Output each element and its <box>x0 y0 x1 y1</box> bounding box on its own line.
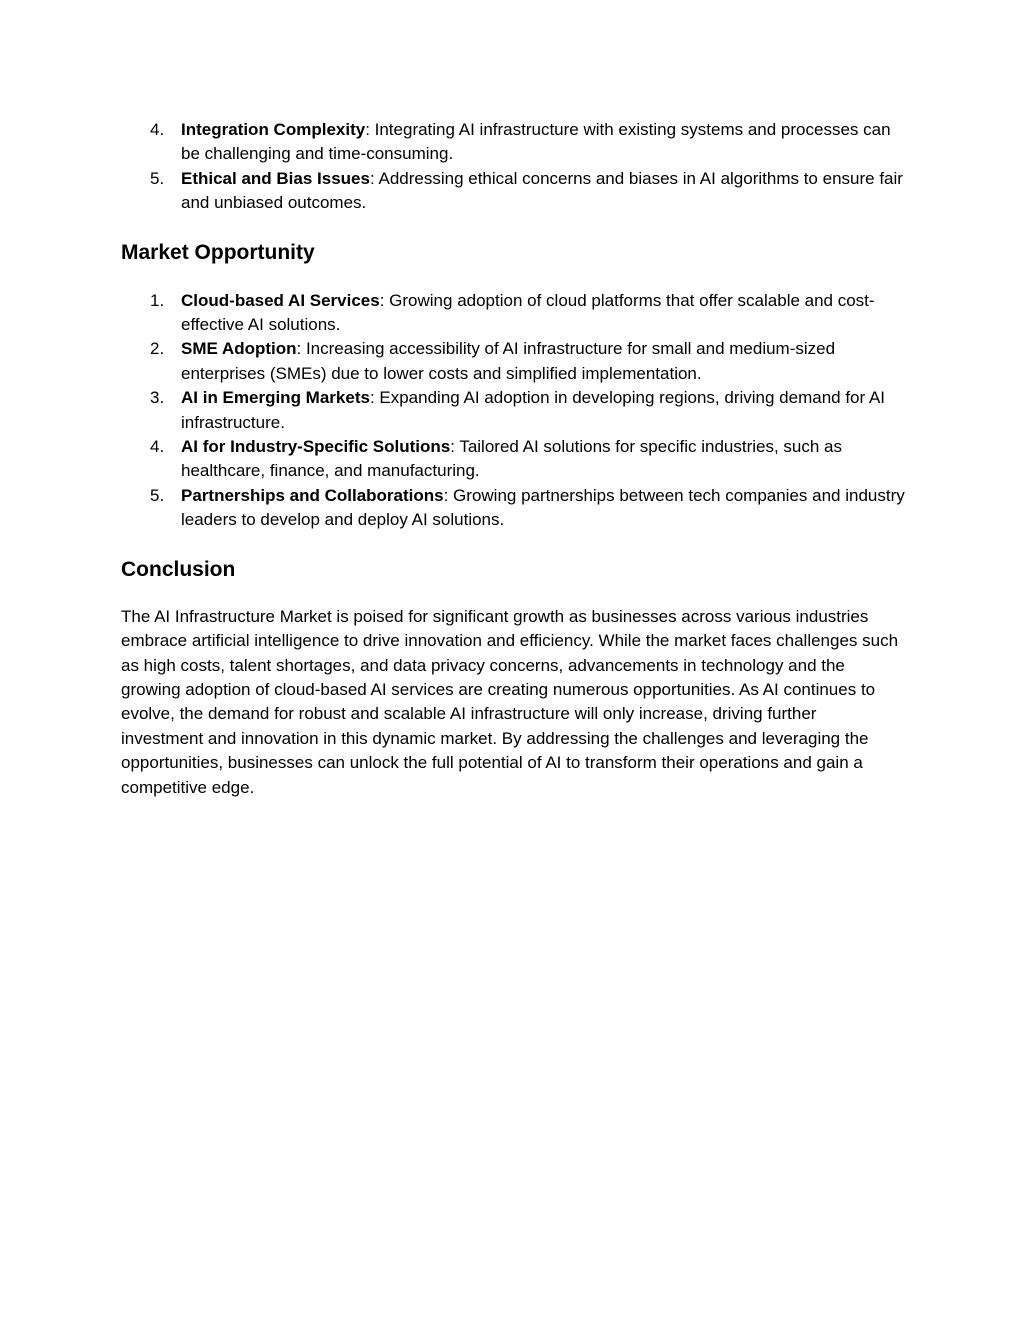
list-description: : Growing adoption of cloud platforms that offer scalable and cost-effective AI solutions. <box>181 290 875 335</box>
list-item <box>121 435 911 484</box>
list-number: 4. <box>150 120 165 139</box>
list-number: 5. <box>150 485 165 505</box>
list-description: : Expanding AI adoption in developing regions, driving demand for AI infrastructure. <box>181 388 886 432</box>
list-description: : Tailored AI solutions for specific industries, such as healthcare, finance, and manufacturing. <box>181 437 843 481</box>
list-term: Integration Complexity <box>181 120 366 139</box>
list-term: SME Adoption <box>181 339 297 359</box>
list-item <box>121 118 911 167</box>
list-term: AI in Emerging Markets <box>181 388 370 408</box>
market-opportunity-heading: Market Opportunity <box>121 240 315 264</box>
list-description: : Addressing ethical concerns and biases in AI algorithms to ensure fair and unbiased outcomes. <box>181 168 903 213</box>
conclusion-heading: Conclusion <box>121 557 236 581</box>
list-item <box>121 386 911 435</box>
list-description: : Increasing accessibility of AI infrastructure for small and medium-sized enterprises (SMEs) due to lower costs and simplified implementation. <box>181 339 836 383</box>
list-term: Partnerships and Collaborations <box>181 485 444 505</box>
list-item <box>121 337 911 386</box>
list-number: 3. <box>150 388 165 408</box>
conclusion-paragraph: The AI Infrastructure Market is poised for significant growth as businesses across various industries embrace artificial intelligence to drive innovation and efficiency. While the market faces challenges such as high costs, talent shortages, and data privacy concerns, advancements in technology and the growing adoption of cloud-based AI services are creating numerous opportunities. As AI continues to evolve, the demand for robust and scalable AI infrastructure will only increase, driving further investment and innovation in this dynamic market. By addressing the challenges and leveraging the opportunities, businesses can unlock the full potential of AI to transform their operations and gain a competitive edge. <box>121 606 899 797</box>
list-number: 2. <box>150 339 165 359</box>
list-number: 1. <box>150 290 165 310</box>
list-term: Cloud-based AI Services <box>181 290 380 310</box>
list-number: 4. <box>150 437 165 457</box>
market-opportunity-list <box>121 289 911 533</box>
list-description: : Integrating AI infrastructure with existing systems and processes can be challenging and time-consuming. <box>181 120 891 164</box>
list-number: 5. <box>150 168 165 188</box>
document-page <box>121 118 911 800</box>
challenges-list <box>121 118 911 216</box>
list-description: : Growing partnerships between tech companies and industry leaders to develop and deploy AI solutions. <box>181 485 905 530</box>
list-item <box>121 289 911 338</box>
list-item <box>121 167 911 216</box>
list-term: AI for Industry-Specific Solutions <box>181 437 451 457</box>
list-item <box>121 484 911 533</box>
list-term: Ethical and Bias Issues <box>181 168 370 188</box>
